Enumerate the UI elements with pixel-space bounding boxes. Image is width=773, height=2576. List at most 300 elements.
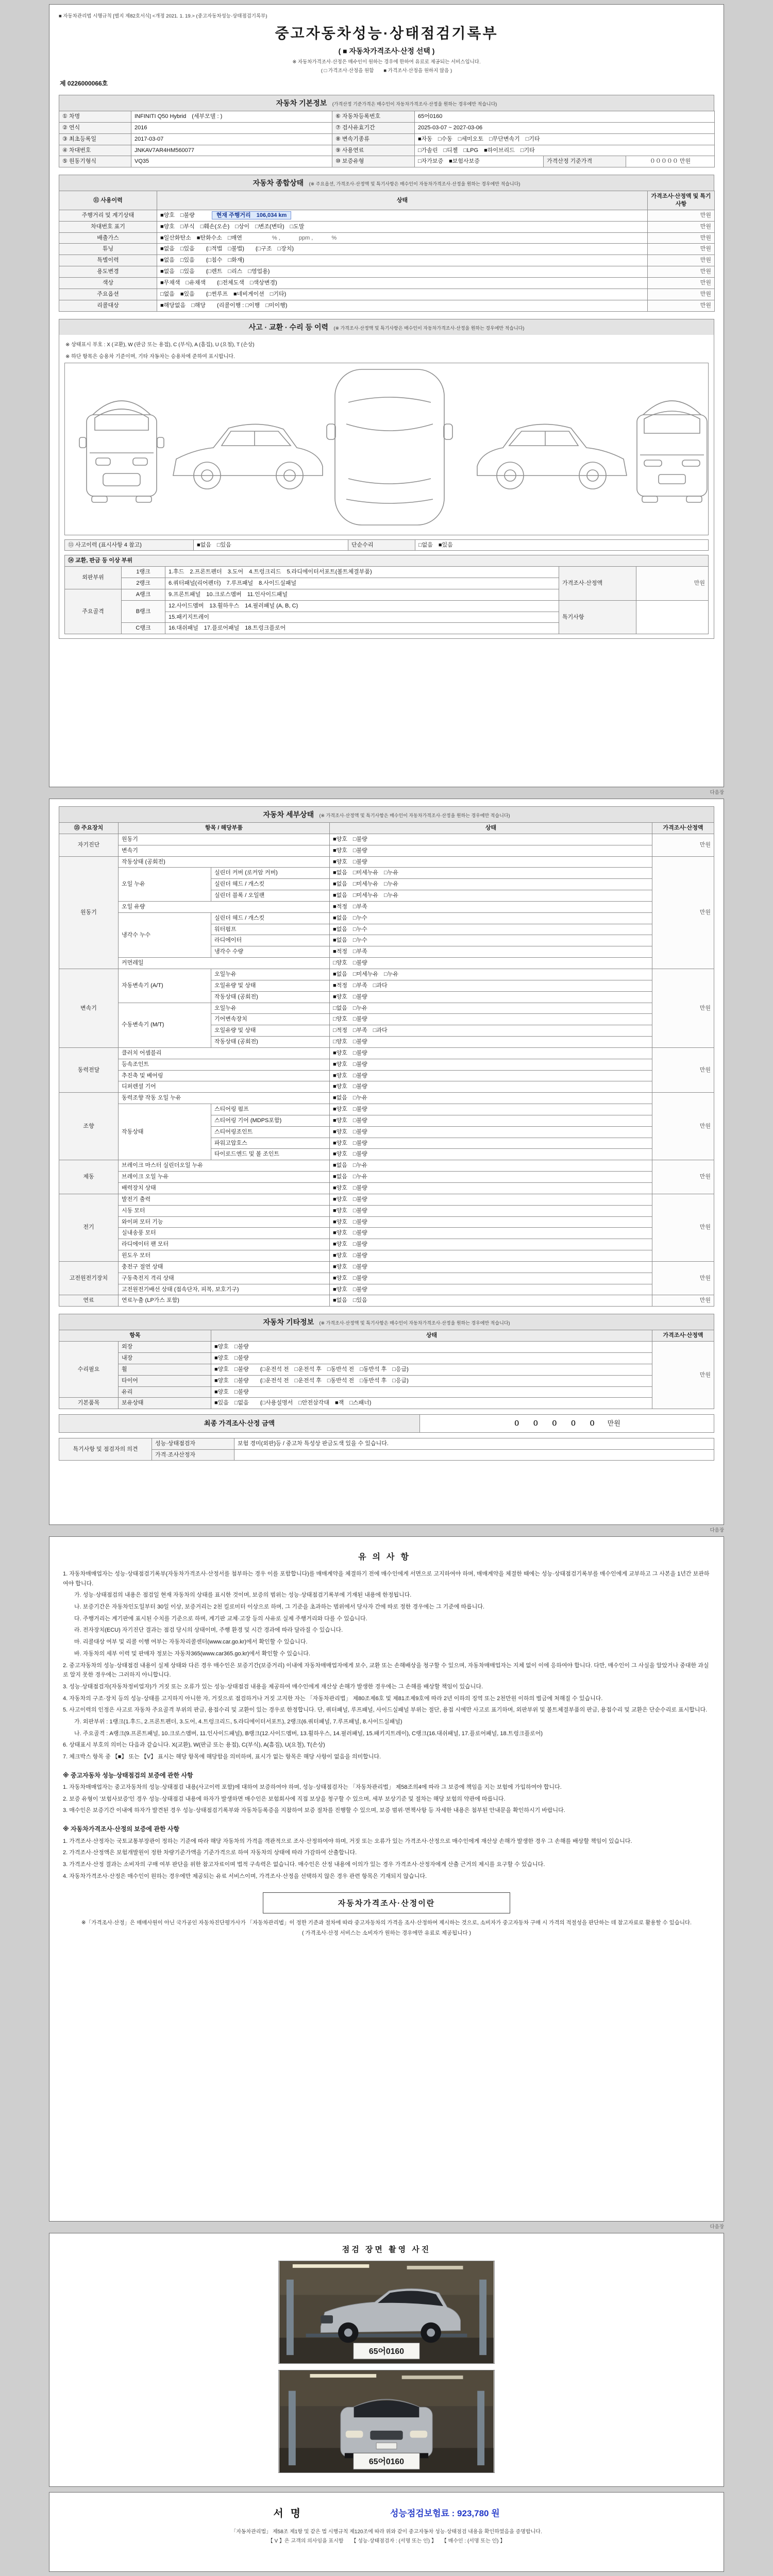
table-row	[65, 539, 709, 551]
cell: 시동 모터	[119, 1205, 330, 1216]
notice-line: 3. 매수인은 보증기간 이내에 하자가 발견된 경우 성능·상태점검기록부와 자동차등록증을 지참하여 보증 절차를 진행할 수 있으며, 보증 범위·면책사항 등 자세한 내용은 첨부된 안내문을 확인하시기 바랍니다.	[63, 1807, 565, 1814]
cell: 실내송풍 모터	[119, 1228, 330, 1239]
notice-line: 4. 자동차의 구조·장치 등의 성능·상태를 고지하지 아니한 자, 거짓으로 점검하거나 거짓 고지한 자는 「자동차관리법」 제80조제6호 및 제81조제9호에 따라 2년 이하의 징역 또는 2천만원 이하의 벌금에 처해질 수 있습니다.	[63, 1695, 603, 1702]
cell: □가솔린 □디젤 □LPG ■하이브리드 □기타	[415, 145, 715, 156]
cell: ⑧ 변속기종류	[332, 133, 415, 145]
cell: 작동상태	[119, 1104, 211, 1160]
cell: 구동축전지 격리 상태	[119, 1273, 330, 1284]
subtitle-note-2: ( □ 가격조사·산정을 원함 ■ 가격조사·산정을 원하지 않음 )	[321, 68, 452, 74]
table-row	[59, 1438, 714, 1449]
ceiling-light	[407, 2266, 463, 2269]
cell: 오일누유	[211, 1003, 330, 1014]
table-row	[59, 1047, 714, 1059]
notice-line: 1. 자동차매매업자는 성능·상태점검기록부(자동차가격조사·산정서를 첨부하는 경우 이를 포함합니다)를 매매계약을 체결하기 전에 매수인에게 서면으로 고지하여야 하며, 매매계약을 체결한 때에는 성능·상태점검기록부를 매수인에게 교부하고 그 사본을 1년간 보관하여야 합니다.	[63, 1571, 710, 1587]
cell: 최종 가격조사·산정 금액	[59, 1415, 420, 1433]
section-title: 자동차 기타정보	[263, 1318, 314, 1327]
cell: 자기진단	[59, 834, 119, 856]
table-row	[65, 555, 709, 567]
notice-line: 나. 주요골격 : A랭크(9.프론트패널, 10.크로스멤버, 11.인사이드패널), B랭크(12.사이드멤버, 13.휠하우스, 14.필러패널, 15.패키지트레이), C랭크(16.대쉬패널, 17.플로어패널, 18.트렁크플로어)	[74, 1730, 543, 1737]
cell: ■적정 □부족 □과다	[330, 980, 652, 991]
cell: 수동변속기 (M/T)	[119, 1003, 211, 1047]
cell: ■없음 □누수	[330, 912, 652, 924]
table-row	[59, 901, 714, 912]
section-title: 사고 · 교환 · 수리 등 이력	[248, 323, 328, 331]
table-row	[59, 255, 715, 266]
notice-line: 나. 보증기간은 자동차인도일부터 30일 이상, 보증거리는 2천 킬로미터 이상으로 하며, 그 기준을 초과하는 범위에서 당사자 간에 따로 정한 경우에는 그 기준에 따릅니다.	[74, 1604, 485, 1611]
cell: 라디에이터 팬 모터	[119, 1239, 330, 1250]
section-title: 자동차 기본정보	[276, 99, 327, 107]
car-front-view	[79, 401, 164, 502]
page-subtitle: ( ■ 자동차가격조사·산정 선택 )	[338, 47, 435, 55]
table-row	[59, 1160, 714, 1172]
cell: 스티어링조인트	[211, 1126, 330, 1138]
table-row	[59, 1216, 714, 1228]
cell: 용도변경	[59, 266, 157, 278]
cell: 고전원전기장치	[59, 1261, 119, 1295]
cell: 유리	[119, 1386, 211, 1398]
notice-line: 3. 성능·상태점검자(자동차정비업자)가 거짓 또는 오류가 있는 성능·상태점검 내용을 제공하여 매수인에게 재산상 손해가 발생한 경우에는 그 손해를 배상할 책임이 있습니다.	[63, 1683, 483, 1690]
notice-line: 2. 중고자동차의 성능·상태점검 내용이 실제 상태와 다른 경우 매수인은 보증기간(보증거리) 이내에 자동차매매업자에게 보수, 교환 또는 손해배상을 청구할 수 있으며, 자동차매매업자는 지체 없이 이에 응하여야 합니다. 다만, 매수인이 그 사실을 알았거나 중대한 과실로 알지 못한 경우에는 그러하지 아니합니다.	[63, 1662, 709, 1679]
cell: 특별이력	[59, 255, 157, 266]
cell: 작동상태 (공회전)	[211, 1037, 330, 1048]
table-row	[59, 1059, 714, 1070]
notice-line: 가. 외판부위 : 1랭크(1.후드, 2.프론트펜더, 3.도어, 4.트렁크리드, 5.라디에이터서포트), 2랭크(6.쿼터패널, 7.루프패널, 8.사이드실패널)	[74, 1718, 402, 1725]
cell: 1랭크	[122, 567, 165, 578]
car-damage-diagram	[70, 365, 709, 530]
cell: 내장	[119, 1352, 211, 1364]
cell: 주요옵션	[59, 289, 157, 300]
notice-line: ※「가격조사·산정」은 매매사원이 아닌 국가공인 자동차진단평가사가 「자동차관리법」이 정한 기준과 절차에 따라 중고자동차의 가격을 조사·산정하여 제시하는 것으로, 소비자가 중고자동차 구매 시 가격의 적절성을 판단하는 데 참고자료로 활용할 수 있습니다.	[81, 1920, 692, 1926]
cell: 만원	[652, 1047, 714, 1092]
cell: ⑮ 주요장치	[59, 823, 119, 834]
table-row	[59, 1295, 714, 1307]
table-row	[59, 1375, 714, 1386]
section-note: (※ 주요옵션, 가격조사·산정액 및 특기사항은 매수인이 자동차가격조사·산정을 원하는 경우에만 적습니다)	[309, 181, 520, 187]
cell: 클러치 어셈블리	[119, 1047, 330, 1059]
table-row	[59, 145, 715, 156]
cell: ■양호 □불량	[330, 834, 652, 845]
cell: ■자동 □수동 □세미오토 □무단변속기 □기타	[415, 133, 715, 145]
cell: □없음 □누유	[330, 1003, 652, 1014]
lift-arm	[306, 2334, 467, 2337]
inspection-photo-1	[278, 2261, 495, 2364]
cell: ■없음 □미세누유 □누유	[330, 890, 652, 902]
cell: 만원	[648, 210, 715, 221]
car-damage-diagram-box	[64, 363, 709, 535]
cell: ■양호 □불량	[211, 1386, 652, 1398]
table-row	[59, 834, 714, 845]
panel-basic-overall-accident	[49, 4, 724, 787]
cell: ■있음 □없음 (□사용설명서 □안전삼각대 ■잭 □스패너)	[211, 1398, 652, 1409]
lift-post	[479, 2280, 486, 2355]
cell: 가격조사·산정액	[559, 567, 636, 601]
cell: 오일 누유	[119, 868, 211, 902]
cell: 만원	[652, 856, 714, 969]
cell: □없음 ■있음	[415, 539, 709, 551]
cell: ■양호 □불량	[330, 1261, 652, 1273]
section-header-etc-info	[59, 1314, 714, 1330]
cell: 냉각수 누수	[119, 912, 211, 957]
lift-post	[287, 2280, 294, 2355]
damage-code-legend: ※ 상태표시 부호 : X (교환), W (판금 또는 용접), C (부식), A (흠집), U (요철), T (손상)	[65, 342, 255, 348]
cell: 추진축 및 베어링	[119, 1070, 330, 1081]
cell: □없음 ■있음 (□썬루프 ■네비게이션 □기타)	[157, 289, 648, 300]
ceiling-light	[310, 2374, 377, 2378]
cell: ■양호 □불량	[330, 1115, 652, 1126]
cell: ■양호 □불량	[330, 991, 652, 1003]
cell: ■없음 □누유	[330, 1172, 652, 1183]
license-plate-text: 65어0160	[368, 2347, 405, 2357]
cell: 오일누유	[211, 969, 330, 980]
cell: ■양호 □불량	[330, 1070, 652, 1081]
cell: ■양호 □불량	[330, 1284, 652, 1295]
cell: 윈도우 모터	[119, 1250, 330, 1262]
section-header-accident-history	[59, 319, 714, 335]
cell: 원동기	[59, 856, 119, 969]
cell: ■없음 □누유	[330, 1160, 652, 1172]
cell: ■양호 □불량	[330, 1138, 652, 1149]
table-row	[59, 1093, 714, 1104]
cell: 조향	[59, 1093, 119, 1160]
cell: 2025-03-07 ~ 2027-03-06	[415, 122, 715, 133]
cell: 12.사이드멤버 13.휠하우스 14.필러패널 (A, B, C)	[165, 600, 559, 612]
cell: ⑩ 보증유형	[332, 156, 415, 167]
cell: 만원	[652, 1295, 714, 1307]
cell: 만원	[636, 567, 708, 601]
panel-photos	[49, 2233, 724, 2487]
cell: ■양호 □부식 □훼손(오손) □상이 □변조(변타) □도말	[157, 221, 648, 232]
cell: 타이로드엔드 및 볼 조인트	[211, 1149, 330, 1160]
table-row	[59, 1273, 714, 1284]
table-row	[59, 912, 714, 924]
cell: B랭크	[122, 600, 165, 623]
cell: 스티어링 기어 (MDPS포함)	[211, 1115, 330, 1126]
cell: ■양호 □불량 (□운전석 전 □운전석 후 □동반석 전 □동반석 후 □응급)	[211, 1364, 652, 1375]
cell: 가격조사·산정액	[652, 823, 714, 834]
cell: □양호 □불량	[330, 958, 652, 969]
notice-line: 6. 상태표시 부호의 의미는 다음과 같습니다. X(교환), W(판금 또는 용접), C(부식), A(흠집), U(요철), T(손상)	[63, 1742, 325, 1749]
cell: ■적정 □부족	[330, 946, 652, 958]
cell: 연료	[59, 1295, 119, 1307]
cell: 등속조인트	[119, 1059, 330, 1070]
cell: ■무채색 □유채색 (□전체도색 □색상변경)	[157, 277, 648, 289]
cell: 만원	[652, 1342, 714, 1409]
cell	[157, 210, 648, 221]
cell: □양호 □불량	[330, 1014, 652, 1025]
cell: 전기	[59, 1194, 119, 1261]
table-row	[59, 156, 715, 167]
cell: □적정 □부족 □과다	[330, 1025, 652, 1037]
accident-section-body	[59, 335, 714, 639]
table-row	[59, 1449, 714, 1461]
cell: 주행거리 및 계기상태	[59, 210, 157, 221]
cell: 변속기	[59, 969, 119, 1047]
final-price-digits: ０ ０ ０ ０ ０	[513, 1419, 601, 1428]
cell: 만원	[652, 1261, 714, 1295]
notice-line: 7. 체크박스 항목 중 【■】 또는 【V】 표시는 해당 항목에 해당함을 의미하며, 표시가 없는 항목은 해당 사항이 없음을 의미합니다.	[63, 1754, 381, 1760]
table-row	[59, 845, 714, 856]
cell: 만원	[648, 232, 715, 244]
final-price-table	[59, 1414, 714, 1433]
table-row	[59, 1081, 714, 1093]
table-row	[59, 210, 715, 221]
price-definition-box	[263, 1892, 510, 1913]
cell: ⑬ 사고이력 (표시사항 4 참고)	[65, 539, 194, 551]
cell: 외장	[119, 1342, 211, 1353]
cell: 배출가스	[59, 232, 157, 244]
cell: ■양호 □불량	[330, 1194, 652, 1205]
panel-notice	[49, 1536, 724, 2222]
lift-post	[289, 2391, 296, 2466]
lift-post	[477, 2391, 484, 2466]
cell: ■양호 □불량	[330, 1216, 652, 1228]
cell: 단순수리	[348, 539, 415, 551]
document-number: 제 0226000066호	[60, 80, 108, 87]
inspection-insurance-premium	[390, 2506, 500, 2519]
table-row	[59, 1205, 714, 1216]
etc-info-table	[59, 1330, 714, 1409]
table-row	[59, 1284, 714, 1295]
page-title: 중고자동차성능·상태점검기록부	[275, 25, 498, 41]
cell: ⑦ 검사유효기간	[332, 122, 415, 133]
notice-line: 2. 보증 유형이 '보험사보증'인 경우 성능·상태점검 내용에 하자가 발생하면 매수인은 보험회사에 직접 보상을 청구할 수 있으며, 세부 보상기준 및 절차는 해당 보험의 약관에 따릅니다.	[63, 1795, 506, 1802]
cell: 타이어	[119, 1375, 211, 1386]
cell: 만원	[652, 969, 714, 1047]
cell: VQ35	[131, 156, 332, 167]
cell: 기본품목	[59, 1398, 119, 1409]
cell: 6.쿼터패널(리어펜더) 7.루프패널 8.사이드실패널	[165, 578, 559, 589]
cell: 만원	[648, 266, 715, 278]
table-row	[59, 1330, 714, 1342]
damage-scope-legend: ※ 하단 항목은 승용차 기준이며, 기타 자동차는 승용차에 준하여 표시합니다.	[65, 353, 235, 360]
cell: ■양호 □불량 (□운전석 전 □운전석 후 □동반석 전 □동반석 후 □응급)	[211, 1375, 652, 1386]
cell: 튜닝	[59, 244, 157, 255]
cell: ■없음 □있음	[194, 539, 348, 551]
table-row	[59, 1239, 714, 1250]
text: ■양호 □불량	[160, 212, 212, 218]
car-left-side-view	[173, 424, 323, 489]
cell: 브레이크 마스터 실린더오일 누유	[119, 1160, 330, 1172]
accident-history-table	[64, 539, 709, 551]
odometer-value: 현재 주행거리 106,034 km	[212, 211, 292, 219]
cell: ■없음 □미세누유 □누유	[330, 969, 652, 980]
next-page-label: 다음장	[710, 790, 724, 795]
table-row	[59, 1250, 714, 1262]
photo-section-title: 점검 장면 촬영 사진	[342, 2245, 431, 2254]
table-row	[59, 1415, 714, 1433]
cell: 실린더 블록 / 오일팬	[211, 890, 330, 902]
cell: 65어0160	[415, 111, 715, 123]
cell: ■없음 □미세누유 □누유	[330, 868, 652, 879]
cell: 가격조사·산정액	[652, 1330, 714, 1342]
cell: ① 차명	[59, 111, 131, 123]
cell: 1.후드 2.프론트펜더 3.도어 4.트렁크리드 5.라디에이터서포트(볼트체결부품)	[165, 567, 559, 578]
cell: ■해당없음 □해당 (리콜이행 : □이행 □미이행)	[157, 300, 648, 311]
table-row	[59, 277, 715, 289]
cell: ■양호 □불량	[211, 1352, 652, 1364]
cell: 가격조사·산정액 및 특기사항	[648, 191, 715, 210]
license-plate-text: 65어0160	[368, 2458, 405, 2467]
section-note: (※ 가격조사·산정액 및 특기사항은 매수인이 자동차가격조사·산정을 원하는 경우에만 적습니다)	[319, 813, 510, 818]
license-plate-inset	[354, 2453, 420, 2469]
table-row	[59, 1352, 714, 1364]
cell: 가격·조사산정자	[152, 1449, 234, 1461]
notice-items	[63, 1569, 710, 1881]
text: % , ppm , %	[259, 234, 337, 241]
cell: 외판부위	[65, 567, 122, 589]
cell: INFINITI Q50 Hybrid (세부모델 : )	[131, 111, 332, 123]
detail-state-table	[59, 822, 714, 1307]
table-row	[65, 600, 709, 612]
cell: ■없음 □누수	[330, 935, 652, 946]
cell: 색상	[59, 277, 157, 289]
cell: ④ 차대번호	[59, 145, 131, 156]
cell: 가격산정 기준가격	[544, 156, 626, 167]
cell: 성능·상태점검자	[152, 1438, 234, 1449]
cell: 상태	[157, 191, 648, 210]
cell: ③ 최초등록일	[59, 133, 131, 145]
cell: ■없음 □있음 (□침수 □화재)	[157, 255, 648, 266]
premium-value: 923,780 원	[457, 2509, 500, 2518]
cell: 보유상태	[119, 1398, 211, 1409]
cell: 항목 / 해당부품	[119, 823, 330, 834]
next-page-label: 다음장	[710, 1528, 724, 1533]
cell: 보험 경미(외판)등 / 중고차 특성상 판금도색 있을 수 있습니다.	[234, 1438, 714, 1449]
notice-title: 유의사항	[358, 1553, 415, 1562]
cell: 와이퍼 모터 기능	[119, 1216, 330, 1228]
panel-signature	[49, 2492, 724, 2572]
cell: A랭크	[122, 589, 165, 600]
cell: 커먼레일	[119, 958, 330, 969]
cell: 만원	[652, 1093, 714, 1160]
cell: 만원	[652, 1160, 714, 1194]
table-row	[59, 122, 715, 133]
cell: ■없음 □있음 (□렌트 □리스 □영업용)	[157, 266, 648, 278]
cell: 동력조향 작동 오일 누유	[119, 1093, 330, 1104]
cell: 2랭크	[122, 578, 165, 589]
cell: 상태	[330, 823, 652, 834]
cell: ０００００ 만원	[626, 156, 715, 167]
signature-label: 서명	[273, 2508, 308, 2519]
cell: ■없음 □미세누유 □누유	[330, 879, 652, 890]
cell: 만원	[648, 244, 715, 255]
cell: 만원	[648, 300, 715, 311]
inspector-opinion-table	[59, 1438, 714, 1461]
cell: 9.프론트패널 10.크로스멤버 11.인사이드패널	[165, 589, 559, 600]
table-row	[59, 1364, 714, 1375]
cell: 만원	[648, 221, 715, 232]
notice-line: 마. 리콜대상 여부 및 리콜 이행 여부는 자동차리콜센터(www.car.go.kr)에서 확인할 수 있습니다.	[74, 1639, 308, 1646]
table-row	[59, 1104, 714, 1115]
notice-line: 5. 사고이력의 인정은 사고로 자동차 주요골격 부위의 판금, 용접수리 및 교환이 있는 경우로 한정합니다. 단, 쿼터패널, 루프패널, 사이드실패널 부위는 절단, 용접 시에만 사고로 표기하며, 외판부위 및 볼트체결부품의 판금, 용접수리 및 교환은 단순수리로 표시합니다.	[63, 1707, 708, 1714]
table-row	[59, 958, 714, 969]
car-top-view	[327, 369, 452, 525]
table-row	[59, 1386, 714, 1398]
cell: ■양호 □불량	[330, 856, 652, 868]
cell: 실린더 커버 (로커암 커버)	[211, 868, 330, 879]
table-row	[59, 1398, 714, 1409]
form-reference-note: ■ 자동차관리법 시행규칙 [별지 제82호서식] <개정 2021. 1. 19.> (중고자동차성능·상태점검기록부)	[59, 13, 267, 19]
cell: 연료누출 (LP가스 포함)	[119, 1295, 330, 1307]
notice-line: ※ 자동차가격조사·산정의 보증에 관한 사항	[63, 1825, 180, 1833]
cell: 충전구 절연 상태	[119, 1261, 330, 1273]
cell: 2016	[131, 122, 332, 133]
cell: ■없음 □누수	[330, 924, 652, 935]
cell: 스티어링 펌프	[211, 1104, 330, 1115]
cell: ■양호 □불량	[330, 1059, 652, 1070]
table-row	[59, 1194, 714, 1205]
table-row	[59, 1183, 714, 1194]
cell: ■양호 □불량	[330, 1273, 652, 1284]
table-row	[59, 266, 715, 278]
subtitle-note-1: ※ 자동차가격조사·산정은 매수인이 원하는 경우에 한하여 유료로 제공되는 서비스입니다.	[292, 59, 481, 65]
cell	[420, 1415, 714, 1433]
cell: 주요골격	[65, 589, 122, 634]
cell: ■양호 □불량	[330, 1183, 652, 1194]
license-plate-inset	[354, 2343, 420, 2359]
table-row	[59, 244, 715, 255]
cell: 파워고압호스	[211, 1138, 330, 1149]
cell: 디퍼렌셜 기어	[119, 1081, 330, 1093]
cell: 특기사항	[559, 600, 636, 634]
cell	[234, 1449, 714, 1461]
cell: ⑨ 사용연료	[332, 145, 415, 156]
cell: 변속기	[119, 845, 330, 856]
basic-info-table	[59, 111, 715, 167]
table-row	[59, 1228, 714, 1239]
cell: C랭크	[122, 623, 165, 634]
cell: ■양호 □불량	[330, 1104, 652, 1115]
table-row	[59, 232, 715, 244]
cell: 만원	[652, 1194, 714, 1261]
next-page-label: 다음장	[710, 2224, 724, 2230]
ceiling-light	[293, 2264, 369, 2268]
cell: ■없음 □있음 (□적법 □불법) (□구조 □장치)	[157, 244, 648, 255]
legal-footer-line-2: 【 V 】은 고객의 의사임을 표시함 【 성능·상태점검자 : (서명 또는 인) 】 【 매수인 : (서명 또는 인) 】	[267, 2538, 506, 2544]
table-row	[59, 856, 714, 868]
cell: 항목	[59, 1330, 211, 1342]
cell: ■양호 □불량	[330, 1149, 652, 1160]
section-note: (※ 가격조사·산정액 및 특기사항은 매수인이 자동차가격조사·산정을 원하는 경우에만 적습니다)	[319, 1320, 510, 1326]
cell: 브레이크 오일 누유	[119, 1172, 330, 1183]
cell: 동력전달	[59, 1047, 119, 1092]
table-row	[59, 1342, 714, 1353]
table-row	[59, 969, 714, 980]
price-definition-title: 자동차가격조사·산정이란	[338, 1899, 435, 1908]
cell: 만원	[652, 834, 714, 856]
inspection-photo-2	[278, 2370, 495, 2473]
section-title: 자동차 세부상태	[263, 810, 314, 819]
cell: 오일 유량	[119, 901, 330, 912]
table-row	[59, 1261, 714, 1273]
premium-label: 성능점검보험료 :	[390, 2509, 455, 2518]
table-row	[59, 1172, 714, 1183]
cell: 발전기 출력	[119, 1194, 330, 1205]
text: ■일산화탄소 ■탄화수소 □매연	[160, 234, 259, 241]
cell: 고전원전기배선 상태 (접속단자, 피복, 보호기구)	[119, 1284, 330, 1295]
legal-footer-line-1: 「자동차관리법」 제58조 제1항 및 같은 법 시행규칙 제120조에 따라 위와 같이 중고자동차 성능·상태점검 내용을 확인하였음을 증명합니다.	[231, 2529, 542, 2535]
table-row	[59, 221, 715, 232]
cell: 라디에이터	[211, 935, 330, 946]
accident-rank-table	[64, 555, 709, 634]
table-row	[59, 133, 715, 145]
notice-line: 가. 성능·상태점검의 내용은 점검일 현재 자동차의 상태를 표시한 것이며, 보증의 범위는 성능·상태점검기록부에 기재된 내용에 한정됩니다.	[74, 1592, 412, 1599]
cell: 리콜대상	[59, 300, 157, 311]
cell: 만원	[648, 255, 715, 266]
cell: 차대번호 표기	[59, 221, 157, 232]
cell: 작동상태 (공회전)	[211, 991, 330, 1003]
signature-row	[59, 2505, 714, 2520]
